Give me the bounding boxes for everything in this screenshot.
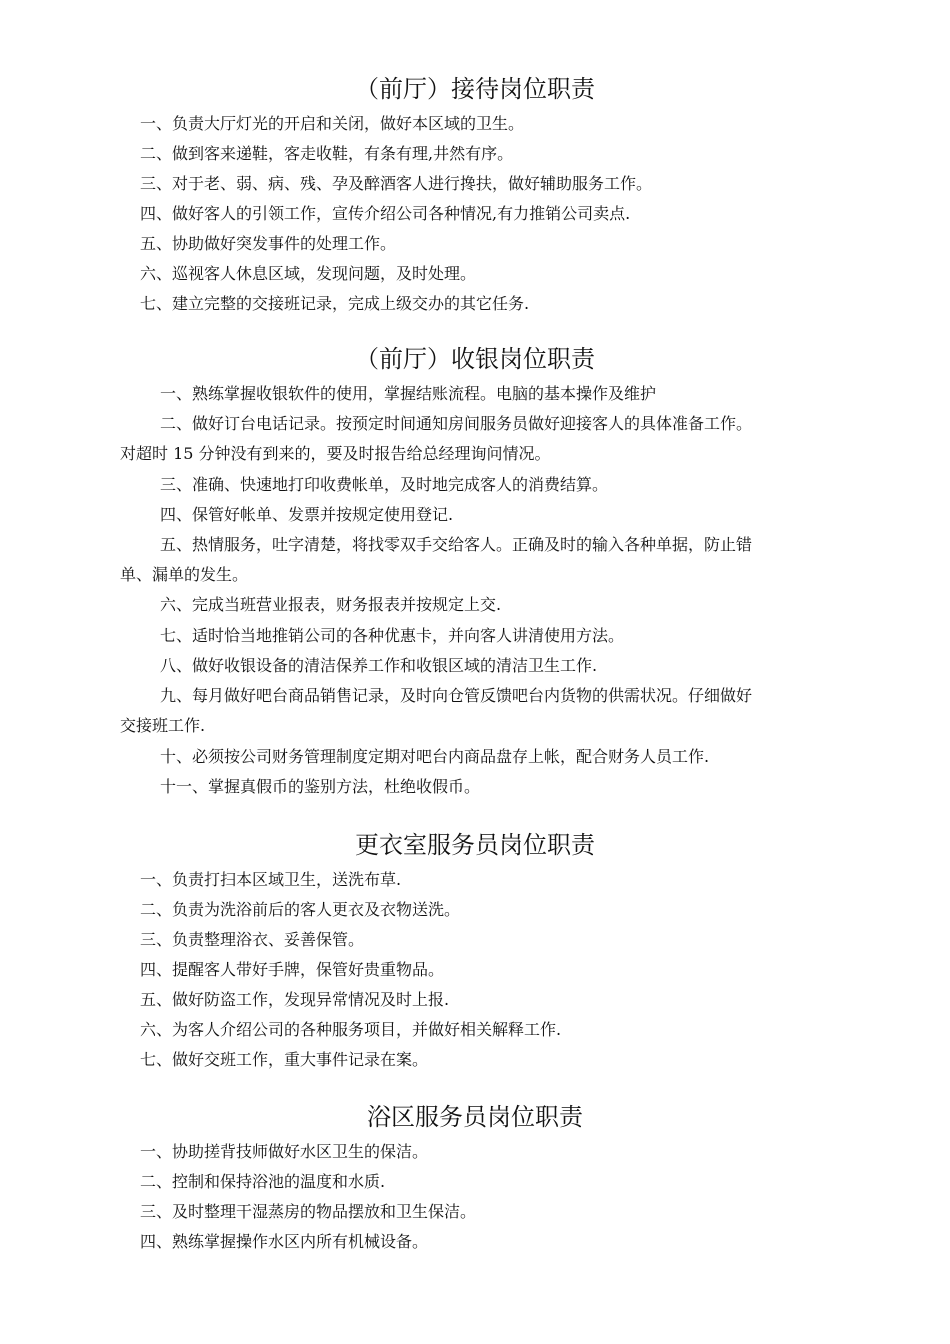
reception-duty-7: 七、建立完整的交接班记录，完成上级交办的其它任务. [140, 294, 530, 313]
section-title-reception: （前厅）接待岗位职责 [355, 75, 595, 103]
locker-duty-4: 四、提醒客人带好手牌，保管好贵重物品。 [140, 960, 445, 979]
cashier-duty-4: 四、保管好帐单、发票并按规定使用登记. [160, 505, 454, 524]
cashier-duty-2-cont: 对超时 15 分钟没有到来的，要及时报告给总经理询问情况。 [120, 444, 551, 463]
locker-duty-3: 三、负责整理浴衣、妥善保管。 [140, 930, 365, 949]
cashier-duty-3: 三、准确、快速地打印收费帐单，及时地完成客人的消费结算。 [160, 475, 609, 494]
cashier-duty-11: 十一、掌握真假币的鉴别方法，杜绝收假币。 [160, 777, 481, 796]
cashier-duty-10: 十、必须按公司财务管理制度定期对吧台内商品盘存上帐，配合财务人员工作. [160, 747, 710, 766]
reception-duty-3: 三、对于老、弱、病、残、孕及醉酒客人进行搀扶，做好辅助服务工作。 [140, 174, 653, 193]
locker-duty-2: 二、负责为洗浴前后的客人更衣及衣物送洗。 [140, 900, 461, 919]
cashier-duty-5-cont: 单、漏单的发生。 [120, 565, 249, 584]
cashier-duty-7: 七、适时恰当地推销公司的各种优惠卡，并向客人讲清使用方法。 [160, 626, 625, 645]
reception-duty-2: 二、做到客来递鞋，客走收鞋，有条有理,井然有序。 [140, 144, 514, 163]
bath-duty-4: 四、熟练掌握操作水区内所有机械设备。 [140, 1232, 429, 1251]
bath-duty-3: 三、及时整理干湿蒸房的物品摆放和卫生保洁。 [140, 1202, 477, 1221]
bath-duty-2: 二、控制和保持浴池的温度和水质. [140, 1172, 386, 1191]
cashier-duty-6: 六、完成当班营业报表，财务报表并按规定上交. [160, 595, 502, 614]
cashier-duty-5: 五、热情服务，吐字清楚，将找零双手交给客人。正确及时的输入各种单据，防止错 [160, 535, 753, 554]
reception-duty-6: 六、巡视客人休息区域，发现问题，及时处理。 [140, 264, 477, 283]
section-title-locker-room: 更衣室服务员岗位职责 [355, 831, 595, 859]
cashier-duty-8: 八、做好收银设备的清洁保养工作和收银区域的清洁卫生工作. [160, 656, 598, 675]
reception-duty-1: 一、负责大厅灯光的开启和关闭，做好本区域的卫生。 [140, 114, 525, 133]
section-title-bath-area: 浴区服务员岗位职责 [367, 1103, 583, 1131]
locker-duty-5: 五、做好防盗工作，发现异常情况及时上报. [140, 990, 450, 1009]
locker-duty-1: 一、负责打扫本区域卫生，送洗布草. [140, 870, 402, 889]
section-title-cashier: （前厅）收银岗位职责 [355, 345, 595, 373]
locker-duty-6: 六、为客人介绍公司的各种服务项目，并做好相关解释工作. [140, 1020, 562, 1039]
locker-duty-7: 七、做好交班工作，重大事件记录在案。 [140, 1050, 429, 1069]
reception-duty-4: 四、做好客人的引领工作，宣传介绍公司各种情况,有力推销公司卖点. [140, 204, 631, 223]
cashier-duty-2: 二、做好订台电话记录。按预定时间通知房间服务员做好迎接客人的具体准备工作。 [160, 414, 753, 433]
reception-duty-5: 五、协助做好突发事件的处理工作。 [140, 234, 397, 253]
bath-duty-1: 一、协助搓背技师做好水区卫生的保洁。 [140, 1142, 429, 1161]
cashier-duty-9: 九、每月做好吧台商品销售记录，及时向仓管反馈吧台内货物的供需状况。仔细做好 [160, 686, 753, 705]
cashier-duty-1: 一、熟练掌握收银软件的使用，掌握结账流程。电脑的基本操作及维护 [160, 384, 657, 403]
cashier-duty-9-cont: 交接班工作. [120, 716, 206, 735]
